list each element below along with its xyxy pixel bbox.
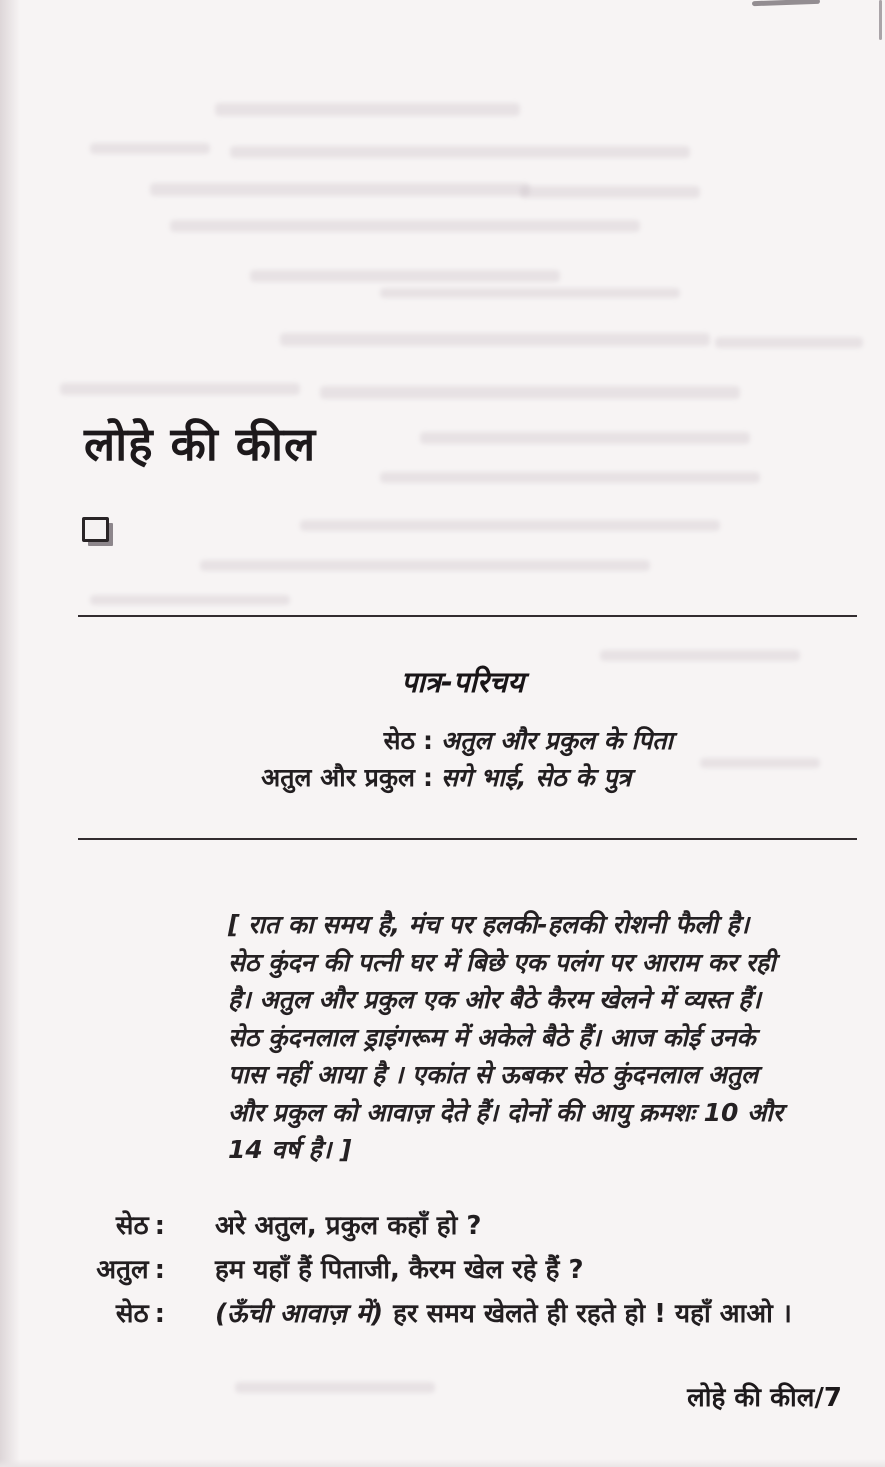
cast-entry <box>90 759 810 796</box>
bleedthrough-mark <box>170 220 640 232</box>
cast-entry-colon: : <box>423 763 433 792</box>
speaker-colon: : <box>154 1255 165 1285</box>
bleedthrough-mark <box>150 183 530 196</box>
divider-line <box>78 615 857 617</box>
bleedthrough-mark <box>215 103 520 116</box>
stage-direction-line: और प्रकुल को आवाज़ देते हैं। दोनों की आयु क्रमशः 10 और <box>228 1097 783 1127</box>
dialogue-line: हम यहाँ हैं पिताजी, कैरम खेल रहे हैं ? <box>215 1255 584 1285</box>
bleedthrough-mark <box>320 386 740 399</box>
speaker-label <box>85 1248 165 1292</box>
bleedthrough-mark <box>600 650 800 661</box>
divider-line <box>78 838 857 840</box>
bleedthrough-mark <box>90 143 210 154</box>
bleedthrough-mark <box>230 146 690 158</box>
cast-entry-colon: : <box>423 726 433 755</box>
dialogue-text <box>215 1204 481 1248</box>
cast-entry-description: अतुल और प्रकुल के पिता <box>441 726 673 755</box>
stage-directions <box>228 906 853 1169</box>
dialogue-row <box>85 1204 855 1248</box>
dialogue-line: अरे अतुल, प्रकुल कहाँ हो ? <box>215 1211 482 1241</box>
dialogue-row <box>85 1292 855 1336</box>
bleedthrough-mark <box>200 560 650 571</box>
bleedthrough-mark <box>715 337 863 348</box>
speaker-colon: : <box>154 1299 165 1329</box>
page-spine-shadow <box>0 0 20 1467</box>
bleedthrough-mark <box>235 1382 435 1393</box>
scan-smudge <box>879 0 882 40</box>
stage-direction-line: 14 वर्ष है। ] <box>228 1135 352 1164</box>
cast-entry-name: अतुल और प्रकुल <box>261 763 415 792</box>
dialogue-row <box>85 1248 855 1292</box>
bleedthrough-mark <box>380 472 760 483</box>
dialogue-block <box>85 1204 855 1336</box>
bleedthrough-mark <box>420 432 750 444</box>
stage-direction-line: है। अतुल और प्रकुल एक ओर बैठे कैरम खेलने में व्यस्त हैं। <box>228 985 761 1014</box>
stage-direction-line: [ रात का समय है, मंच पर हलकी-हलकी रोशनी फैली है। <box>228 910 750 939</box>
cast-entry-name: सेठ <box>383 726 415 755</box>
dialogue-text <box>215 1248 584 1292</box>
page-bottom-shadow <box>0 1459 885 1467</box>
speaker-name: अतुल <box>96 1255 149 1285</box>
dialogue-stage-note: (ऊँची आवाज़ में) <box>215 1299 384 1329</box>
stage-direction-line: सेठ कुंदन की पत्नी घर में बिछे एक पलंग पर आराम कर रही <box>228 947 776 977</box>
cast-entry-description: सगे भाई, सेठ के पुत्र <box>441 763 632 792</box>
speaker-colon: : <box>154 1211 165 1241</box>
chapter-title: लोहे की कील <box>84 417 317 471</box>
stage-direction-line: पास नहीं आया है । एकांत से ऊबकर सेठ कुंदनलाल अतुल <box>228 1060 758 1089</box>
dialogue-line: हर समय खेलते ही रहते हो ! यहाँ आओ । <box>393 1299 792 1329</box>
bleedthrough-mark <box>60 383 300 395</box>
page-footer-running-title: लोहे की कील/7 <box>687 1383 842 1413</box>
cast-list <box>90 722 810 796</box>
scan-smudge <box>752 0 820 6</box>
speaker-label <box>85 1204 165 1248</box>
cast-heading: पात्र-परिचय <box>400 665 525 699</box>
square-bullet-icon <box>82 517 109 542</box>
speaker-name: सेठ <box>115 1299 149 1329</box>
bleedthrough-mark <box>250 270 560 282</box>
bleedthrough-mark <box>380 288 680 298</box>
stage-direction-line: सेठ कुंदनलाल ड्राइंगरूम में अकेले बैठे हैं। आज कोई उनके <box>228 1022 756 1052</box>
bleedthrough-mark <box>280 333 710 346</box>
dialogue-text <box>215 1292 792 1336</box>
bleedthrough-mark <box>300 520 720 531</box>
speaker-name: सेठ <box>115 1211 149 1241</box>
speaker-label <box>85 1292 165 1336</box>
cast-entry <box>90 722 810 759</box>
bleedthrough-mark <box>520 186 700 198</box>
bleedthrough-mark <box>90 595 290 605</box>
